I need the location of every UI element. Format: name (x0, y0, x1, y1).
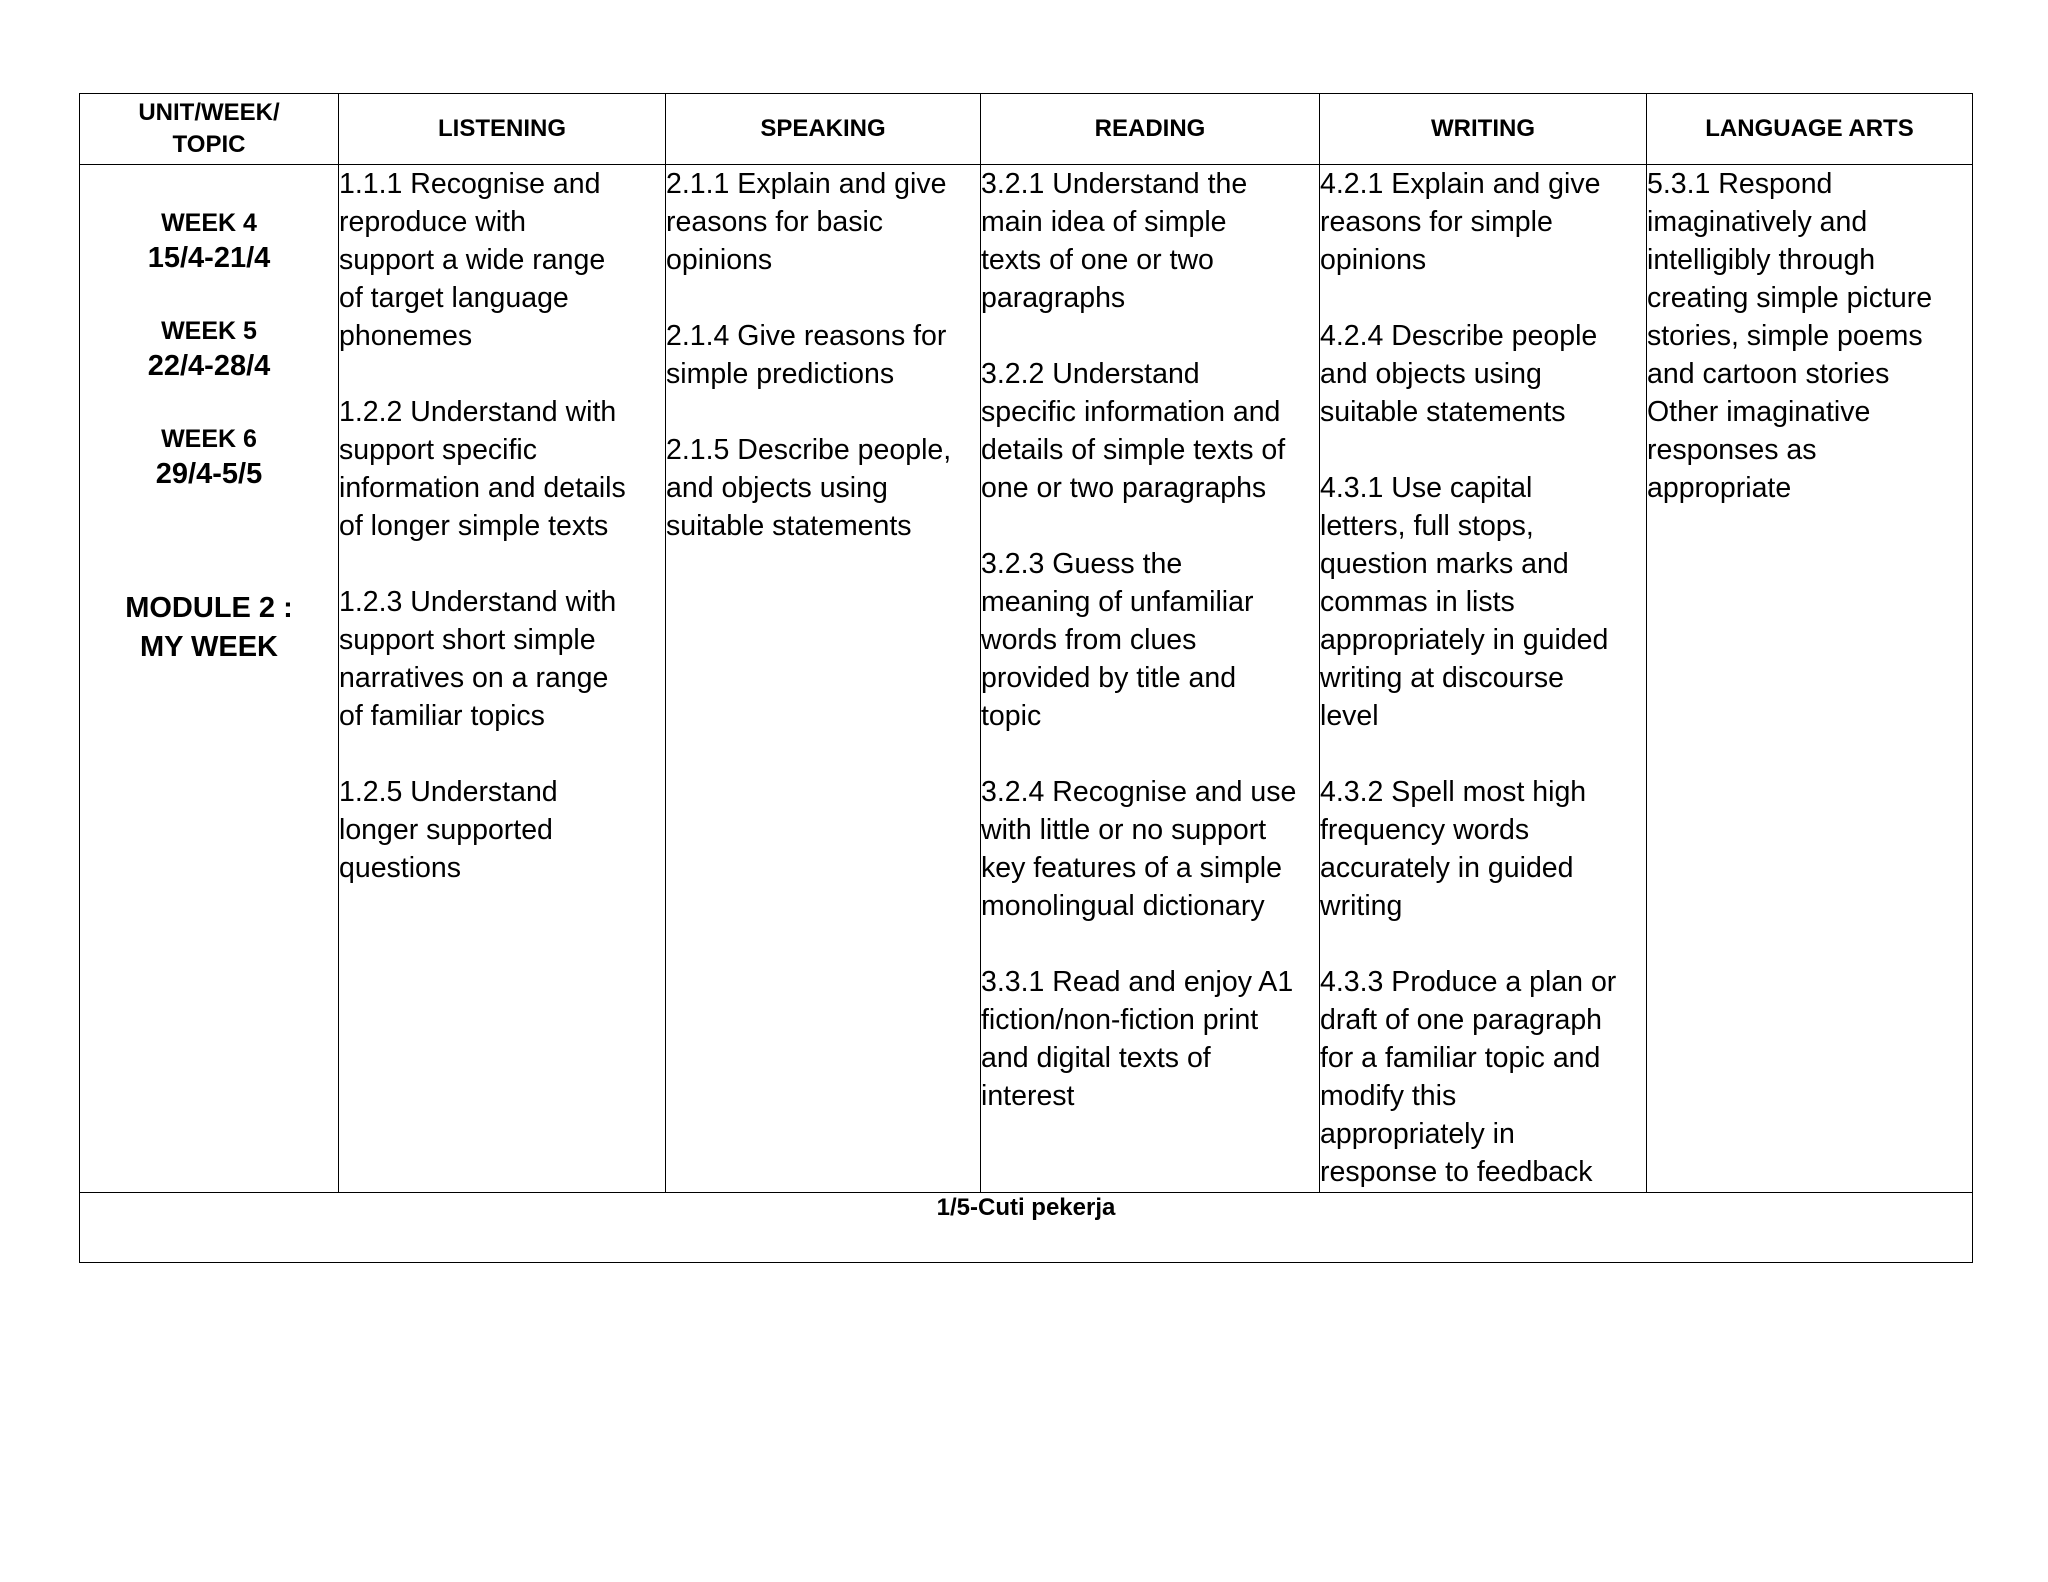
module-title-line-1: MODULE 2 : (125, 592, 293, 624)
language-arts-standard-5-3-1 (1647, 165, 1972, 507)
week-6-dates: 29/4-5/5 (155, 458, 263, 490)
text-line: 4.3.3 Produce a plan or (1320, 966, 1617, 998)
text-line: specific information and (981, 396, 1281, 428)
writing-standard-4-3-3 (1320, 963, 1646, 1191)
text-line: stories, simple poems (1647, 320, 1923, 352)
writing-standard-4-3-2 (1320, 773, 1646, 925)
text-line: response to feedback (1320, 1156, 1593, 1188)
text-line: reproduce with (339, 206, 526, 238)
text-line: and objects using (666, 472, 888, 504)
text-line: with little or no support (981, 814, 1267, 846)
listening-standard-1-2-5 (339, 773, 665, 887)
text-line: reasons for simple (1320, 206, 1553, 238)
text-line: suitable statements (1320, 396, 1566, 428)
text-line: meaning of unfamiliar (981, 586, 1254, 618)
listening-standard-1-1-1 (339, 165, 665, 355)
header-writing: WRITING (1320, 94, 1647, 165)
header-listening: LISTENING (339, 94, 666, 165)
listening-standard-1-2-3 (339, 583, 665, 735)
text-line: support short simple (339, 624, 596, 656)
text-line: narratives on a range (339, 662, 609, 694)
text-line: fiction/non-fiction print (981, 1004, 1259, 1036)
text-line: paragraphs (981, 282, 1126, 314)
speaking-standard-2-1-1 (666, 165, 980, 279)
week-4-label: WEEK 4 (161, 209, 257, 237)
holiday-note: 1/5-Cuti pekerja (80, 1193, 1973, 1263)
speaking-cell (666, 165, 981, 1193)
text-line: 1.1.1 Recognise and (339, 168, 601, 200)
text-line: support specific (339, 434, 538, 466)
text-line: simple predictions (666, 358, 895, 390)
text-line: 1.2.3 Understand with (339, 586, 617, 618)
text-line: opinions (666, 244, 773, 276)
text-line: suitable statements (666, 510, 912, 542)
text-line: 4.3.1 Use capital (1320, 472, 1533, 504)
text-line: appropriately in guided (1320, 624, 1609, 656)
text-line: 3.2.4 Recognise and use (981, 776, 1297, 808)
language-arts-cell (1647, 165, 1973, 1193)
text-line: imaginatively and (1647, 206, 1868, 238)
week-5-label: WEEK 5 (161, 317, 257, 345)
text-line: 1.2.2 Understand with (339, 396, 617, 428)
writing-standard-4-2-1 (1320, 165, 1646, 279)
text-line: accurately in guided (1320, 852, 1574, 884)
week-5-dates: 22/4-28/4 (147, 350, 271, 382)
text-line: and digital texts of (981, 1042, 1211, 1074)
text-line: of target language (339, 282, 569, 314)
content-row (80, 165, 1973, 1193)
header-unit-week-topic (80, 94, 339, 165)
text-line: topic (981, 700, 1042, 732)
text-line: 2.1.1 Explain and give (666, 168, 947, 200)
text-line: appropriate (1647, 472, 1792, 504)
text-line: monolingual dictionary (981, 890, 1265, 922)
week-6-label: WEEK 6 (161, 425, 257, 453)
text-line: 2.1.5 Describe people, (666, 434, 952, 466)
text-line: commas in lists (1320, 586, 1515, 618)
text-line: phonemes (339, 320, 473, 352)
reading-cell (981, 165, 1320, 1193)
text-line: information and details (339, 472, 626, 504)
text-line: questions (339, 852, 462, 884)
header-language-arts: LANGUAGE ARTS (1647, 94, 1973, 165)
text-line: details of simple texts of (981, 434, 1286, 466)
text-line: question marks and (1320, 548, 1569, 580)
text-line: letters, full stops, (1320, 510, 1534, 542)
text-line: 3.3.1 Read and enjoy A1 (981, 966, 1294, 998)
text-line: modify this (1320, 1080, 1457, 1112)
header-row (80, 94, 1973, 165)
text-line: creating simple picture (1647, 282, 1933, 314)
text-line: support a wide range (339, 244, 606, 276)
text-line: level (1320, 700, 1379, 732)
speaking-standard-2-1-5 (666, 431, 980, 545)
text-line: 1.2.5 Understand (339, 776, 558, 808)
unit-week-topic-cell (80, 165, 339, 1193)
text-line: main idea of simple (981, 206, 1227, 238)
footer-row (80, 1193, 1973, 1263)
header-reading: READING (981, 94, 1320, 165)
text-line: 4.2.1 Explain and give (1320, 168, 1601, 200)
scheme-of-work-table (79, 93, 1973, 1263)
reading-standard-3-2-2 (981, 355, 1319, 507)
text-line: Other imaginative (1647, 396, 1871, 428)
text-line: 3.2.3 Guess the (981, 548, 1183, 580)
text-line: draft of one paragraph (1320, 1004, 1603, 1036)
text-line: key features of a simple (981, 852, 1282, 884)
text-line: writing at discourse (1320, 662, 1564, 694)
module-title-line-2: MY WEEK (139, 631, 279, 663)
text-line: and objects using (1320, 358, 1542, 390)
header-speaking: SPEAKING (666, 94, 981, 165)
text-line: interest (981, 1080, 1075, 1112)
text-line: 2.1.4 Give reasons for (666, 320, 947, 352)
listening-standard-1-2-2 (339, 393, 665, 545)
text-line: 5.3.1 Respond (1647, 168, 1833, 200)
text-line: for a familiar topic and (1320, 1042, 1601, 1074)
week-4-dates: 15/4-21/4 (147, 242, 271, 274)
text-line: of longer simple texts (339, 510, 609, 542)
speaking-standard-2-1-4 (666, 317, 980, 393)
text-line: reasons for basic (666, 206, 884, 238)
text-line: words from clues (981, 624, 1197, 656)
text-line: writing (1320, 890, 1403, 922)
writing-standard-4-2-4 (1320, 317, 1646, 431)
text-line: and cartoon stories (1647, 358, 1890, 390)
text-line: 4.3.2 Spell most high (1320, 776, 1587, 808)
text-line: 3.2.1 Understand the (981, 168, 1248, 200)
reading-standard-3-2-4 (981, 773, 1319, 925)
header-topic-line: TOPIC (172, 131, 246, 158)
text-line: 4.2.4 Describe people (1320, 320, 1598, 352)
reading-standard-3-2-1 (981, 165, 1319, 317)
text-line: appropriately in (1320, 1118, 1515, 1150)
text-line: responses as (1647, 434, 1817, 466)
text-line: one or two paragraphs (981, 472, 1267, 504)
reading-standard-3-3-1 (981, 963, 1319, 1115)
writing-cell (1320, 165, 1647, 1193)
reading-standard-3-2-3 (981, 545, 1319, 735)
text-line: intelligibly through (1647, 244, 1876, 276)
writing-standard-4-3-1 (1320, 469, 1646, 735)
text-line: of familiar topics (339, 700, 545, 732)
text-line: 3.2.2 Understand (981, 358, 1200, 390)
header-unit-line: UNIT/WEEK/ (138, 99, 280, 126)
text-line: frequency words (1320, 814, 1530, 846)
text-line: longer supported (339, 814, 553, 846)
listening-cell (339, 165, 666, 1193)
text-line: provided by title and (981, 662, 1237, 694)
text-line: opinions (1320, 244, 1427, 276)
text-line: texts of one or two (981, 244, 1214, 276)
